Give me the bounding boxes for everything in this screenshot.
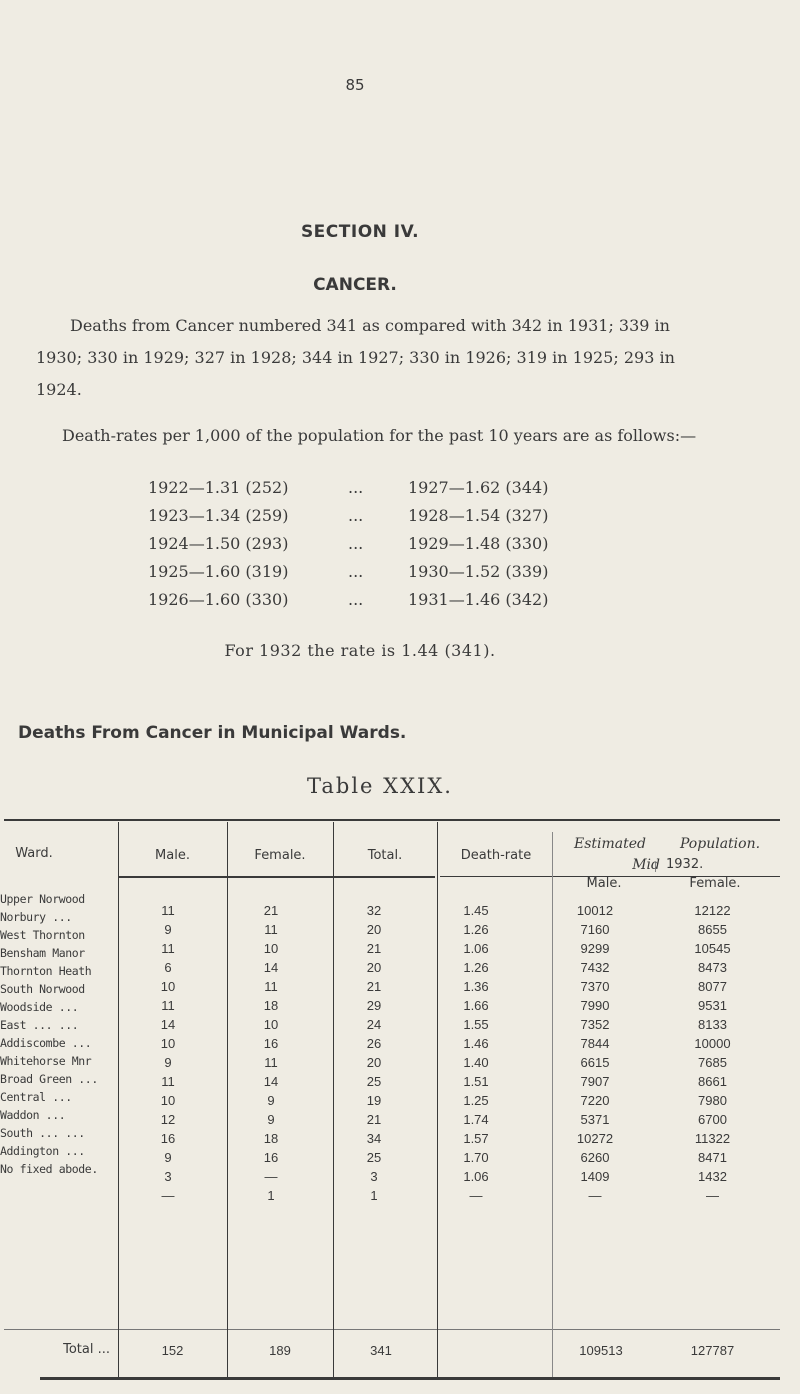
cell-male: 14 [160, 1017, 176, 1032]
rate-row [0, 506, 800, 534]
ward-name: East ... ... [0, 1018, 79, 1032]
page-number: 85 [345, 76, 365, 94]
total-female: 189 [269, 1343, 291, 1358]
rate-row [0, 562, 800, 590]
cell-male: 3 [164, 1169, 172, 1184]
cell-female: 16 [263, 1150, 279, 1165]
ward-name: West Thornton [0, 928, 85, 942]
cell-female: 1 [267, 1188, 275, 1203]
cell-total: 19 [366, 1093, 382, 1108]
cell-male: 10 [160, 979, 176, 994]
cell-total: 34 [366, 1131, 382, 1146]
cell-pop-male: 7352 [580, 1017, 610, 1032]
cell-rate: 1.74 [463, 1112, 489, 1127]
cell-pop-male: 7370 [580, 979, 610, 994]
population-header: Population. [679, 836, 761, 852]
ward-name: Addiscombe ... [0, 1036, 92, 1050]
wards-heading: Deaths From Cancer in Municipal Wards. [18, 723, 407, 743]
total-label: Total ... [63, 1342, 110, 1357]
cell-male: 11 [161, 1074, 175, 1089]
subject-heading: CANCER. [313, 275, 397, 295]
rate-left: 1923—1.34 (259) [148, 506, 289, 525]
ward-name: Central ... [0, 1090, 72, 1104]
cell-pop-male: 9299 [580, 941, 610, 956]
cell-female: — [264, 1169, 278, 1184]
estimated-header: Estimated [573, 836, 646, 852]
cell-female: 21 [263, 903, 279, 918]
cell-female: 9 [267, 1112, 275, 1127]
total-male: 152 [161, 1343, 184, 1358]
rate-summary: For 1932 the rate is 1.44 (341). [224, 641, 496, 660]
cell-male: 11 [161, 998, 175, 1013]
cell-male: 16 [160, 1131, 176, 1146]
rate-leader-dots: ... [348, 534, 364, 553]
cell-pop-male: 10012 [576, 903, 614, 918]
cell-rate: 1.36 [463, 979, 489, 994]
ward-name: Thornton Heath [0, 964, 92, 978]
cell-female: 9 [267, 1093, 275, 1108]
cell-pop-female: 8661 [698, 1074, 727, 1089]
cell-pop-female: 11322 [694, 1131, 731, 1146]
rate-right: 1927—1.62 (344) [408, 478, 549, 497]
rate-left: 1926—1.60 (330) [148, 590, 289, 609]
ward-name: Whitehorse Mnr [0, 1054, 92, 1068]
rate-leader-dots: ... [348, 478, 364, 497]
cell-pop-male: 7220 [580, 1093, 610, 1108]
cell-male: 9 [164, 922, 172, 937]
cell-rate: 1.26 [463, 960, 489, 975]
cell-total: 20 [366, 960, 382, 975]
cell-rate: 1.57 [463, 1131, 489, 1146]
cell-total: 3 [370, 1169, 378, 1184]
cell-pop-male: 1409 [580, 1169, 610, 1184]
cell-female: 10 [263, 941, 279, 956]
rate-row [0, 478, 800, 506]
female-header: Female. [254, 848, 306, 863]
cell-rate: 1.06 [463, 941, 489, 956]
cell-pop-female: 12122 [694, 903, 731, 918]
cell-pop-male: 7990 [580, 998, 610, 1013]
ward-name: Addington ... [0, 1144, 85, 1158]
cell-pop-female: 7685 [698, 1055, 727, 1070]
cell-rate: 1.46 [463, 1036, 489, 1051]
cell-male: 10 [160, 1036, 176, 1051]
cell-pop-female: 8471 [698, 1150, 727, 1165]
cell-female: 14 [263, 960, 279, 975]
cell-pop-male: 7844 [580, 1036, 610, 1051]
rate-leader-dots: ... [348, 590, 364, 609]
cell-rate: 1.66 [463, 998, 489, 1013]
cell-pop-female: 8655 [698, 922, 727, 937]
cell-total: 25 [366, 1074, 382, 1089]
cell-total: 26 [366, 1036, 382, 1051]
total-pop-male: 109513 [579, 1343, 623, 1358]
death-rate-header: Death-rate [460, 848, 532, 863]
ward-name: Broad Green ... [0, 1072, 98, 1086]
cell-male: 9 [164, 1150, 172, 1165]
cell-pop-male: 5371 [580, 1112, 610, 1127]
cell-pop-female: 10545 [694, 941, 731, 956]
cell-pop-male: 7907 [580, 1074, 610, 1089]
cell-female: 10 [263, 1017, 279, 1032]
cell-pop-male: 6615 [580, 1055, 610, 1070]
cell-pop-male: 7432 [580, 960, 610, 975]
cell-total: 20 [366, 1055, 382, 1070]
ward-name: No fixed abode. [0, 1162, 98, 1176]
cell-total: 25 [366, 1150, 382, 1165]
section-heading: SECTION IV. [300, 222, 420, 242]
rate-left: 1925—1.60 (319) [148, 562, 289, 581]
total-header: Total. [367, 848, 403, 863]
table-top-rule [4, 819, 780, 821]
cell-total: 20 [366, 922, 382, 937]
cell-rate: 1.06 [463, 1169, 489, 1184]
ward-name: South ... ... [0, 1126, 85, 1140]
cell-pop-male: 7160 [580, 922, 610, 937]
cell-pop-female: — [706, 1188, 719, 1203]
rate-left: 1924—1.50 (293) [148, 534, 289, 553]
cell-male: — [161, 1188, 175, 1203]
rate-left: 1922—1.31 (252) [148, 478, 289, 497]
cell-male: 11 [161, 903, 175, 918]
rate-right: 1928—1.54 (327) [408, 506, 549, 525]
cell-rate: 1.55 [463, 1017, 489, 1032]
ward-header: Ward. [15, 846, 53, 861]
cell-rate: 1.40 [463, 1055, 489, 1070]
ward-name: Waddon ... [0, 1108, 66, 1122]
male-header: Male. [155, 848, 190, 863]
rate-leader-dots: ... [348, 506, 364, 525]
cell-pop-female: 9531 [698, 998, 727, 1013]
header-rule [118, 876, 435, 878]
cell-male: 11 [161, 941, 175, 956]
ward-name: Norbury ... [0, 910, 72, 924]
cell-pop-female: 6700 [698, 1112, 727, 1127]
table-title: Table XXIX. [307, 774, 453, 798]
cell-female: 14 [263, 1074, 279, 1089]
total-rule [4, 1329, 780, 1330]
pop-female-header: Female. [689, 876, 741, 891]
mid-header: Mid [632, 857, 660, 873]
cell-female: 11 [264, 979, 278, 994]
cell-rate: 1.45 [463, 903, 489, 918]
total-pop-female: 127787 [690, 1343, 735, 1358]
cell-pop-male: 10272 [576, 1131, 614, 1146]
cell-total: 21 [366, 1112, 382, 1127]
cell-pop-female: 8473 [698, 960, 727, 975]
cell-total: 29 [366, 998, 382, 1013]
cell-pop-female: 10000 [694, 1036, 731, 1051]
deaths-paragraph: Deaths from Cancer numbered 341 as compared with 342 in 1931; 339 in 1930; 330 in 1929; 327 in 1928; 344 in 1927; 330 in 1926; 319 in 1925; 293 in 1924. [36, 316, 675, 399]
cell-female: 18 [263, 1131, 279, 1146]
ward-name: Upper Norwood [0, 892, 85, 906]
ward-name: Woodside ... [0, 1000, 79, 1014]
cell-total: 21 [366, 979, 382, 994]
rate-row [0, 590, 800, 618]
cell-male: 12 [160, 1112, 176, 1127]
rate-right: 1930—1.52 (339) [408, 562, 549, 581]
cell-total: 32 [366, 903, 382, 918]
cell-total: 1 [370, 1188, 378, 1203]
cell-pop-female: 8077 [698, 979, 727, 994]
cell-male: 10 [160, 1093, 176, 1108]
year-header: 1932. [666, 857, 704, 872]
cell-total: 24 [366, 1017, 382, 1032]
ward-name: Bensham Manor [0, 946, 85, 960]
cell-rate: 1.51 [463, 1074, 489, 1089]
cell-pop-male: — [588, 1188, 602, 1203]
rate-leader-dots: ... [348, 562, 364, 581]
ward-name: South Norwood [0, 982, 85, 996]
cell-rate: 1.25 [463, 1093, 489, 1108]
death-rates-intro: Death-rates per 1,000 of the population for the past 10 years are as follows:— [62, 426, 697, 445]
cell-male: 9 [164, 1055, 172, 1070]
total-total: 341 [370, 1343, 392, 1358]
cell-female: 11 [264, 922, 278, 937]
cell-rate: 1.26 [463, 922, 489, 937]
rate-row [0, 534, 800, 562]
cell-rate: 1.70 [463, 1150, 489, 1165]
rate-right: 1931—1.46 (342) [408, 590, 549, 609]
cell-female: 18 [263, 998, 279, 1013]
cell-female: 16 [263, 1036, 279, 1051]
cell-pop-female: 7980 [698, 1093, 727, 1108]
cell-pop-female: 8133 [698, 1017, 727, 1032]
table-bottom-rule [40, 1377, 780, 1380]
rate-right: 1929—1.48 (330) [408, 534, 549, 553]
cell-rate: — [469, 1188, 483, 1203]
pop-male-header: Male. [586, 876, 622, 891]
cell-pop-male: 6260 [580, 1150, 610, 1165]
cell-total: 21 [366, 941, 382, 956]
cell-male: 6 [164, 960, 172, 975]
cell-female: 11 [264, 1055, 278, 1070]
cell-pop-female: 1432 [698, 1169, 727, 1184]
